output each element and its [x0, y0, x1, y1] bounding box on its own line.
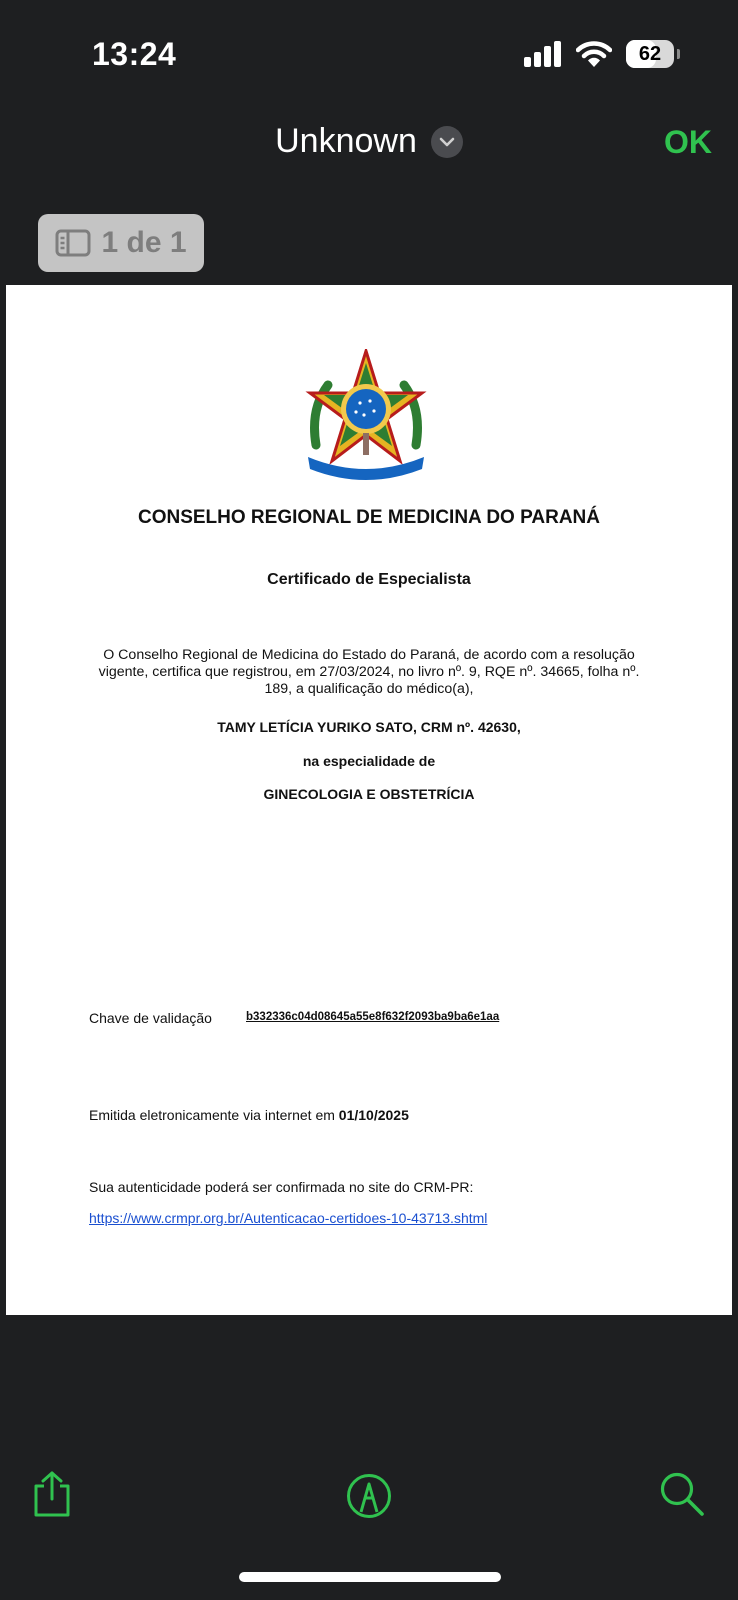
- battery-icon: [626, 40, 674, 68]
- chevron-down-icon[interactable]: [431, 126, 463, 158]
- page-indicator-label: 1 de 1: [101, 226, 187, 259]
- status-time: 13:24: [92, 36, 177, 72]
- page-indicator-button[interactable]: [38, 214, 204, 272]
- battery-percent: 62: [638, 42, 662, 65]
- issued-date: 01/10/2025: [338, 1107, 409, 1123]
- ok-button[interactable]: OK: [664, 124, 712, 160]
- authenticity-text: Sua autenticidade poderá ser confirmada no site do CRM-PR:: [89, 1179, 474, 1195]
- issued-prefix: Emitida eletronicamente via internet em: [89, 1107, 335, 1123]
- nav-bar: [0, 110, 738, 180]
- issued-line: [89, 1107, 409, 1123]
- authenticity-link[interactable]: https://www.crmpr.org.br/Autenticacao-certidoes-10-43713.shtml: [89, 1210, 488, 1226]
- validation-label: Chave de validação: [89, 1010, 212, 1026]
- specialty-intro: na especialidade de: [302, 753, 436, 769]
- sidebar-icon: [55, 229, 91, 257]
- brazil-coat-of-arms-icon: [300, 349, 432, 481]
- battery-cap: [677, 49, 680, 59]
- document-body-text: O Conselho Regional de Medicina do Estado do Paraná, de acordo com a resolução vigente, certifica que registrou, em 27/03/2024, no livro nº. 9, RQE nº. 34665, folha nº. 189, a qualificação do médico(a),: [98, 647, 640, 697]
- wifi-icon: [576, 40, 612, 68]
- status-icons: [524, 40, 674, 68]
- document-page: [6, 285, 732, 1315]
- specialty-name: GINECOLOGIA E OBSTETRÍCIA: [263, 786, 475, 802]
- doctor-name: TAMY LETÍCIA YURIKO SATO, CRM nº. 42630,: [217, 719, 521, 735]
- document-subheading: Certificado de Especialista: [267, 571, 471, 588]
- document-title[interactable]: Unknown: [275, 122, 417, 160]
- cellular-signal-icon: [524, 41, 562, 67]
- home-indicator[interactable]: [239, 1572, 501, 1582]
- share-icon[interactable]: [28, 1470, 76, 1518]
- markup-icon[interactable]: [345, 1472, 393, 1520]
- search-icon[interactable]: [658, 1470, 706, 1518]
- status-bar: [0, 0, 738, 100]
- document-heading: CONSELHO REGIONAL DE MEDICINA DO PARANÁ: [137, 507, 600, 528]
- validation-key: b332336c04d08645a55e8f632f2093ba9ba6e1aa: [246, 1011, 500, 1023]
- document-title-menu[interactable]: [0, 122, 738, 161]
